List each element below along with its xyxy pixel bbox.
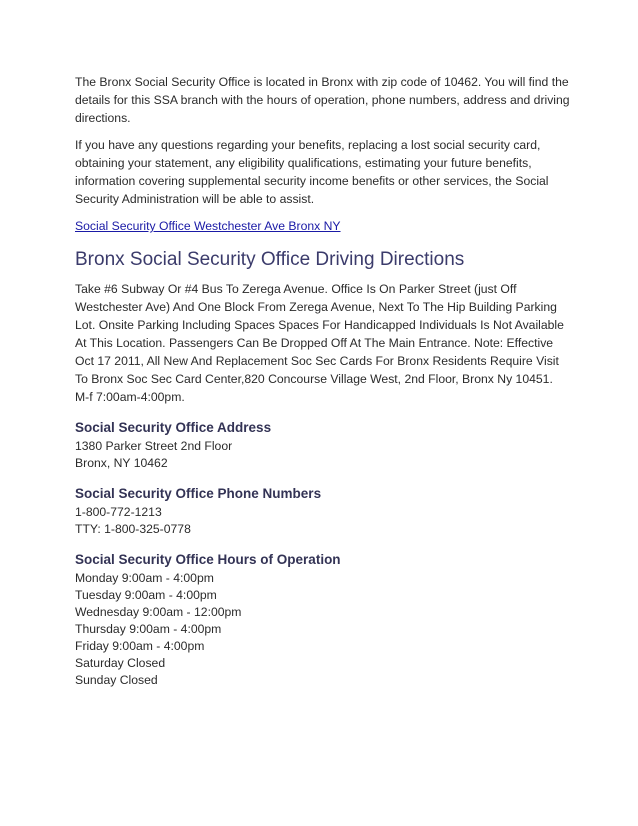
phone-heading: Social Security Office Phone Numbers — [75, 486, 322, 501]
westchester-office-link[interactable]: Social Security Office Westchester Ave Bronx NY — [75, 219, 341, 233]
address-heading: Social Security Office Address — [75, 420, 272, 435]
hours-wednesday: Wednesday 9:00am - 12:00pm — [75, 605, 242, 619]
hours-list — [75, 570, 570, 689]
document-page — [75, 73, 570, 689]
hours-thursday: Thursday 9:00am - 4:00pm — [75, 622, 222, 636]
hours-sunday: Sunday Closed — [75, 673, 158, 687]
address-line-city: Bronx, NY 10462 — [75, 456, 168, 470]
services-paragraph: If you have any questions regarding your benefits, replacing a lost social security card, obtaining your statement, any eligibility qualifications, estimating your future benefits, information covering supplemental security income benefits or other services, the Social Security Administration will be able to assist. — [75, 138, 549, 206]
directions-heading: Bronx Social Security Office Driving Directions — [75, 249, 465, 270]
hours-saturday: Saturday Closed — [75, 656, 166, 670]
phone-tty: TTY: 1-800-325-0778 — [75, 522, 191, 536]
hours-heading: Social Security Office Hours of Operation — [75, 552, 341, 567]
address-line-street: 1380 Parker Street 2nd Floor — [75, 439, 233, 453]
intro-paragraph: The Bronx Social Security Office is located in Bronx with zip code of 10462. You will find the details for this SSA branch with the hours of operation, phone numbers, address and driving directions. — [75, 75, 570, 125]
hours-monday: Monday 9:00am - 4:00pm — [75, 571, 214, 585]
directions-text: Take #6 Subway Or #4 Bus To Zerega Avenue. Office Is On Parker Street (just Off Westchester Ave) And One Block From Zerega Avenue, Next To The Hip Building Parking Lot. Onsite Parking Including Spaces Spaces For Handicapped Individuals Is Not Available At This Location. Passengers Can Be Dropped Off At The Main Entrance. Note: Effective Oct 17 2011, All New And Replacement Soc Sec Cards For Bronx Residents Require Visit To Bronx Soc Sec Card Center,820 Concourse Village West, 2nd Floor, Bronx Ny 10451. M-f 7:00am-4:00pm. — [75, 282, 564, 404]
hours-friday: Friday 9:00am - 4:00pm — [75, 639, 205, 653]
phone-main: 1-800-772-1213 — [75, 505, 162, 519]
hours-tuesday: Tuesday 9:00am - 4:00pm — [75, 588, 217, 602]
